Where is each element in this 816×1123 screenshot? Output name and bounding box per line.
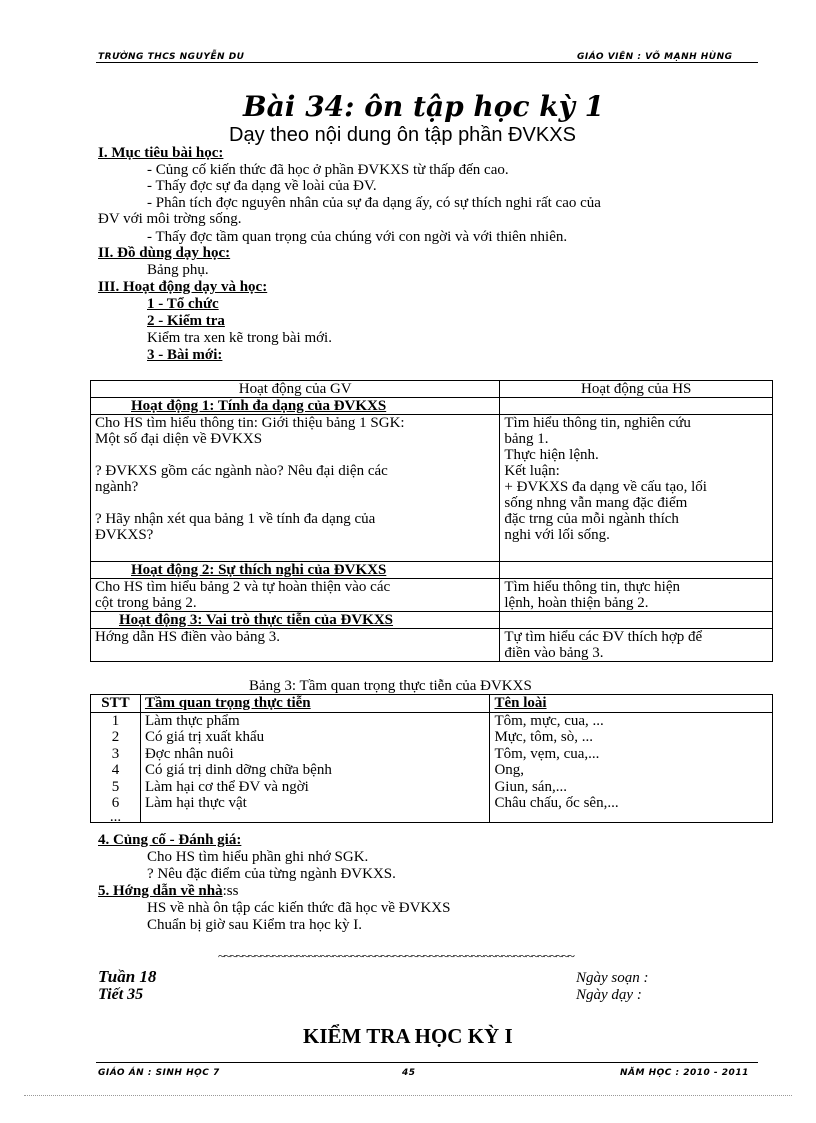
materials-text: Bảng phụ. [147,262,209,278]
objective-item: - Thấy đợc sự đa dạng về loài của ĐV. [147,178,377,194]
activity-1-heading: Hoạt động 1: Tính đa dạng của ĐVKXS [91,398,500,415]
importance-table [90,694,773,823]
table-row: 4 Có giá trị dinh dỡng chữa bệnh Ong, [91,762,773,779]
homework-heading-line: 5. Hớng dẫn về nhà:ss [98,883,239,899]
period-label: Tiết 35 [98,986,144,1003]
activity-3-heading: Hoạt động 3: Vai trò thực tiễn của ĐVKXS [91,612,500,629]
step-new-lesson: 3 - Bài mới: [147,347,223,363]
activity-table [90,380,773,662]
objective-item: - Thấy đợc tầm quan trọng của chúng với con ngời và với thiên nhiên. [147,229,568,245]
activity-3-gv: Hớng dẫn HS điền vào bảng 3. [91,629,500,662]
col-header-gv: Hoạt động của GV [91,381,500,398]
footer-page: 45 [402,1068,416,1078]
table-row: 1 Làm thực phẩm Tôm, mực, cua, ... [91,712,773,729]
activities-heading: III. Hoạt động dạy và học: [98,279,268,295]
date-taught: Ngày dạy : [576,987,642,1003]
footer-left: GIÁO ÁN : SINH HỌC 7 [98,1068,220,1078]
table-row: 2 Có giá trị xuất khẩu Mực, tôm, sò, ... [91,729,773,746]
separator: ~~~~~~~~~~~~~~~~~~~~~~~~~~~~~~~~~~~~~~~~~~~~~~~~~~~~~~~~~~~ [218,948,574,963]
col-header-hs: Hoạt động của HS [500,381,773,398]
importance-caption: Bảng 3: Tầm quan trọng thực tiễn của ĐVKXS [249,678,532,694]
objectives-heading: I. Mục tiêu bài học: [98,145,224,161]
header-teacher: GIÁO VIÊN : VÕ MẠNH HÙNG [577,52,733,62]
table-row: 3 Đợc nhân nuôi Tôm, vẹm, cua,... [91,746,773,763]
table-row: 6 Làm hại thực vật Châu chấu, ốc sên,... [91,795,773,812]
materials-heading: II. Đồ dùng dạy học: [98,245,231,261]
col-header-importance: Tầm quan trọng thực tiễn [140,695,490,713]
objective-item: - Củng cố kiến thức đã học ở phần ĐVKXS từ thấp đến cao. [147,162,509,178]
activity-3-hs: Tự tìm hiểu các ĐV thích hợp để điền vào bảng 3. [500,629,773,662]
activity-1-hs: Tìm hiểu thông tin, nghiên cứu bảng 1. Thực hiện lệnh. Kết luận: + ĐVKXS đa dạng về cấu tạo, lối sống nhng vẫn mang đặc điểm đặc trng của mỗi ngành thích nghi với lối sống. [500,415,773,562]
exam-title: KIỂM TRA HỌC KỲ I [303,1024,513,1048]
lesson-title: Bài 34: ôn tập học kỳ 1 [243,90,605,123]
objective-item: - Phân tích đợc nguyên nhân của sự đa dạng ấy, có sự thích nghi rất cao của [147,195,601,211]
activity-2-gv: Cho HS tìm hiểu bảng 2 và tự hoàn thiện vào các cột trong bảng 2. [91,579,500,612]
activity-1-gv: Cho HS tìm hiểu thông tin: Giới thiệu bảng 1 SGK: Một số đại diện về ĐVKXS ? ĐVKXS gồm các ngành nào? Nêu đại diện các ngành? ? Hãy nhận xét qua bảng 1 về tính đa dạng của ĐVKXS? [91,415,500,562]
homework-item: Chuẩn bị giờ sau Kiểm tra học kỳ I. [147,917,362,933]
objective-item: ĐV với môi trờng sống. [98,211,242,227]
check-text: Kiểm tra xen kẽ trong bài mới. [147,330,332,346]
week-label: Tuần 18 [98,967,157,986]
consolidation-item: ? Nêu đặc điểm của từng ngành ĐVKXS. [147,866,396,882]
activity-2-hs: Tìm hiểu thông tin, thực hiện lệnh, hoàn thiện bảng 2. [500,579,773,612]
step-check: 2 - Kiểm tra [147,313,225,329]
date-prepared: Ngày soạn : [576,970,649,986]
footer-right: NĂM HỌC : 2010 - 2011 [620,1068,749,1078]
header-school: TRƯỜNG THCS NGUYỄN DU [98,52,245,62]
consolidation-heading: 4. Củng cố - Đánh giá: [98,832,242,848]
col-header-species: Tên loài [490,695,773,713]
homework-item: HS về nhà ôn tập các kiến thức đã học về ĐVKXS [147,900,451,916]
consolidation-item: Cho HS tìm hiểu phần ghi nhớ SGK. [147,849,369,865]
lesson-subtitle: Dạy theo nội dung ôn tập phần ĐVKXS [229,124,576,146]
col-header-stt: STT [91,695,141,713]
table-row: 5 Làm hại cơ thể ĐV và ngời Giun, sán,... [91,779,773,796]
table-row: ... [91,812,773,823]
activity-2-heading: Hoạt động 2: Sự thích nghi của ĐVKXS [91,562,500,579]
step-organization: 1 - Tổ chức [147,296,219,312]
